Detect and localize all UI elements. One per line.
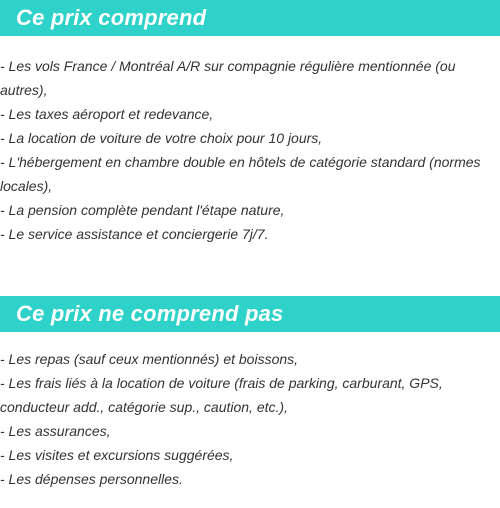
list-item: - L'hébergement en chambre double en hôtels de catégorie standard (normes locales),: [0, 154, 481, 194]
excluded-section: [0, 296, 500, 491]
list-item: - Les dépenses personnelles.: [0, 471, 183, 487]
included-title: Ce prix comprend: [16, 5, 207, 30]
excluded-header: [0, 296, 500, 332]
excluded-title: Ce prix ne comprend pas: [16, 301, 284, 326]
list-item: - Les assurances,: [0, 423, 111, 439]
included-header: [0, 0, 500, 36]
list-item: - Les vols France / Montréal A/R sur compagnie régulière mentionnée (ou autres),: [0, 58, 456, 98]
included-section: [0, 0, 500, 246]
list-item: - Le service assistance et conciergerie 7j/7.: [0, 226, 269, 242]
list-item: - Les frais liés à la location de voiture (frais de parking, carburant, GPS, conducteur add., catégorie sup., caution, etc.),: [0, 375, 443, 415]
list-item: - Les repas (sauf ceux mentionnés) et boissons,: [0, 351, 299, 367]
list-item: - Les visites et excursions suggérées,: [0, 447, 234, 463]
list-item: - Les taxes aéroport et redevance,: [0, 106, 214, 122]
list-item: - La location de voiture de votre choix pour 10 jours,: [0, 130, 323, 146]
list-item: - La pension complète pendant l'étape nature,: [0, 202, 285, 218]
included-list: [0, 54, 500, 246]
excluded-list: [0, 347, 500, 491]
